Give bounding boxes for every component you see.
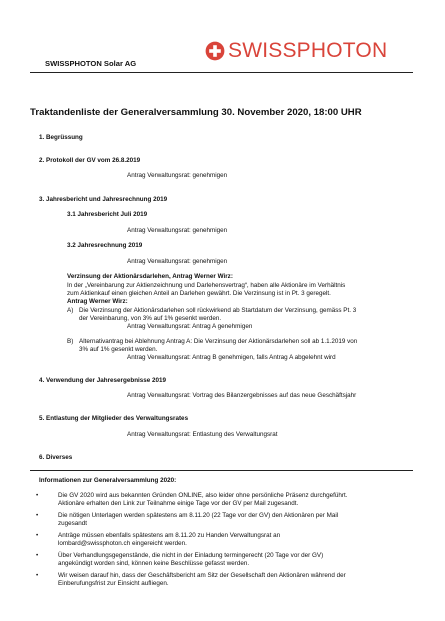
page-title: Traktandenliste der Generalversammlung 30. November 2020, 18:00 UHR	[30, 107, 362, 118]
agenda-item-2: 2. Protokoll der GV vom 26.8.2019	[39, 157, 141, 164]
info-bullet-text: Die nötigen Unterlagen werden spätestens am 8.11.20 (22 Tage vor der GV) den Aktionären per Mail	[58, 512, 339, 519]
bullet-icon: •	[36, 572, 39, 579]
option-b-text: 3% auf 1% gesenkt werden.	[79, 346, 158, 353]
option-b-motion: Antrag Verwaltungsrat: Antrag B genehmigen, falls Antrag A abgelehnt wird	[127, 354, 336, 361]
bullet-icon: •	[36, 532, 39, 539]
info-bullet-text: angekündigt worden sind, können keine Beschlüsse gefasst werden.	[58, 560, 250, 567]
agenda-item-1: 1. Begrüssung	[39, 134, 83, 141]
info-bullet-text: Einberufungsfrist zur Einsicht aufliegen.	[58, 580, 169, 587]
info-bullet-text: Wir weisen darauf hin, dass der Geschäftsbericht am Sitz der Gesellschaft den Aktionären während der	[58, 572, 346, 579]
bullet-icon: •	[36, 512, 39, 519]
agenda-item-3-1-motion: Antrag Verwaltungsrat: genehmigen	[127, 227, 228, 234]
agenda-item-2-motion: Antrag Verwaltungsrat: genehmigen	[127, 172, 228, 179]
info-bullet-text: Die GV 2020 wird aus bekannten Gründen ONLINE, also leider ohne persönliche Präsenz durchgeführt.	[58, 492, 348, 499]
info-bullet-text: Über Verhandlungsgegenstände, die nicht in der Einladung termingerecht (20 Tage vor der GV)	[58, 552, 324, 559]
logo	[205, 41, 387, 61]
option-a-text: Die Verzinsung der Aktionärsdarlehen soll rückwirkend ab Startdatum der Verzinsung, gemäss Pt. 3	[79, 307, 357, 314]
agenda-item-5: 5. Entlastung der Mitglieder des Verwaltungsrates	[39, 415, 189, 422]
info-bullet-text: lombard@swissphoton.ch eingereicht werden.	[58, 540, 187, 547]
info-bullet-text: Aktionäre erhalten den Link zur Teilnahme einige Tage vor der GV per Mail zugesandt.	[58, 500, 299, 507]
option-b-marker: B)	[67, 338, 74, 345]
agenda-item-3-2-motion: Antrag Verwaltungsrat: genehmigen	[127, 258, 228, 265]
info-heading: Informationen zur Generalversammlung 2020:	[39, 477, 177, 484]
loan-text-line: In der „Vereinbarung zur Aktienzeichnung und Darlehensvertrag“, haben alle Aktionäre im Verhältnis	[67, 282, 346, 289]
agenda-item-3-2: 3.2 Jahresrechnung 2019	[67, 242, 143, 249]
option-a-motion: Antrag Verwaltungsrat: Antrag A genehmigen	[127, 323, 253, 330]
option-a-text: der Vereinbarung, von 3% auf 1% gesenkt werden.	[79, 315, 222, 322]
info-bullet-text: zugesandt	[58, 520, 88, 527]
header-divider	[30, 72, 413, 73]
agenda-item-4: 4. Verwendung der Jahresergebnisse 2019	[39, 377, 167, 384]
agenda-item-5-motion: Antrag Verwaltungsrat: Entlastung des Verwaltungsrat	[127, 431, 278, 438]
agenda-item-3: 3. Jahresbericht und Jahresrechnung 2019	[39, 196, 168, 203]
agenda-item-6: 6. Diverses	[39, 454, 73, 461]
info-bullet-text: Anträge müssen ebenfalls spätestens am 8.11.20 zu Handen Verwaltungsrat an	[58, 532, 281, 539]
agenda-item-4-motion: Antrag Verwaltungsrat: Vortrag des Bilanzergebnisses auf das neue Geschäftsjahr	[127, 392, 357, 399]
logo-text: SWISSPHOTON	[228, 39, 388, 62]
loan-text-line: zum Aktienkauf einen gleichen Anteil an Darlehen gewährt. Die Verzinsung ist in Pt. 3 geregelt.	[67, 290, 331, 297]
option-b-text: Alternativantrag bei Ablehnung Antrag A: Die Verzinsung der Aktionärsdarlehen soll ab 1.1.2019 von	[79, 338, 358, 345]
loan-heading: Verzinsung der Aktionärsdarlehen, Antrag Werner Wirz:	[67, 273, 233, 280]
bullet-icon: •	[36, 492, 39, 499]
bullet-icon: •	[36, 552, 39, 559]
agenda-item-3-1: 3.1 Jahresbericht Juli 2019	[67, 211, 148, 218]
loan-motion-heading: Antrag Werner Wirz:	[67, 298, 128, 305]
info-divider	[30, 470, 413, 471]
swiss-cross-logo-icon	[205, 41, 225, 61]
company-name: SWISSPHOTON Solar AG	[45, 59, 137, 68]
option-a-marker: A)	[67, 307, 74, 314]
